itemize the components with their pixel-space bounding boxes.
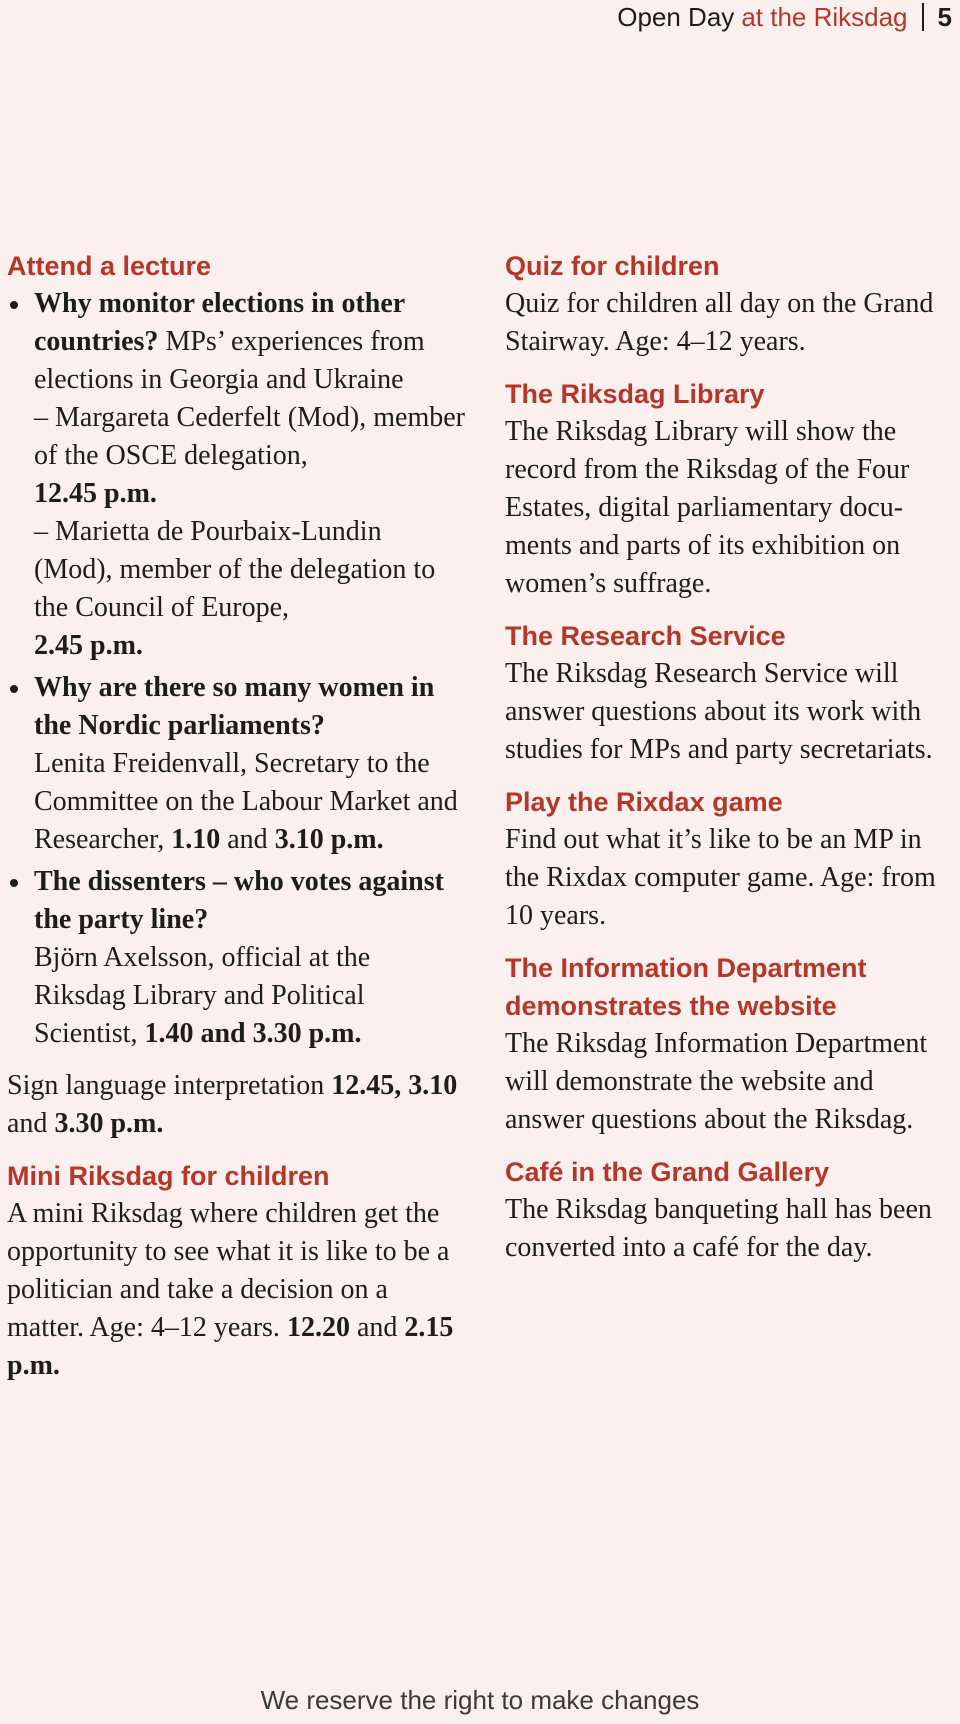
lecture-speaker: Lenita Freidenvall, Secretary to the Committee on the Labour Market and Researcher, (34, 748, 458, 855)
lecture-intro: MPs’ experiences from elections in Georgia and Ukraine (34, 326, 425, 395)
sign-language-text: Sign language interpretation (7, 1070, 332, 1101)
lecture-time: 1.40 and 3.30 p.m. (144, 1018, 362, 1049)
lecture-speaker: – Marietta de Pourbaix-Lundin (Mod), member of the delegation to the Council of Europe, (34, 516, 436, 623)
lecture-item (7, 285, 467, 665)
mini-riksdag-text (7, 1195, 467, 1385)
lecture-title: The dissenters – who votes against the party line? (34, 866, 444, 935)
library-heading: The Riksdag Library (505, 379, 765, 409)
rixdax-text: Find out what it’s like to be an MP in the Rixdax computer game. Age: from 10 years. (505, 824, 936, 931)
lecture-time: 3.10 p.m. (274, 824, 384, 855)
library-text: The Riksdag Library will show the record from the Riksdag of the Four Estates, digital parliamentary documents and parts of its exhibition on women’s suffrage. (505, 416, 910, 599)
sign-language-time: 12.45, 3.10 (331, 1070, 458, 1101)
lecture-title: Why are there so many women in the Nordic parliaments? (34, 672, 435, 741)
mini-riksdag-description: A mini Riksdag where children get the opportunity to see what it is like to be a politician and take a decision on a matter. Age: 4–12 years. (7, 1198, 450, 1343)
lecture-time: 12.45 p.m. (34, 478, 157, 509)
sign-language-note (7, 1067, 467, 1143)
page-number: 5 (937, 1, 952, 32)
lecture-heading: Attend a lecture (7, 251, 212, 281)
lecture-speaker: – Margareta Cederfelt (Mod), member of the OSCE delegation, (34, 402, 465, 471)
lecture-time: 2.45 p.m. (34, 630, 143, 661)
rixdax-heading: Play the Rixdax game (505, 787, 783, 817)
footer-note: We reserve the right to make changes (260, 1685, 700, 1715)
quiz-heading: Quiz for children (505, 251, 720, 281)
cafe-text: The Riksdag banqueting hall has been converted into a café for the day. (505, 1194, 932, 1263)
lecture-time: 1.10 (171, 824, 221, 855)
header-title: Open Day (617, 1, 735, 32)
cafe-heading: Café in the Grand Gallery (505, 1157, 830, 1187)
info-department-heading: The Information Department demonstrates the website (505, 953, 867, 1021)
research-text: The Riksdag Research Service will answer questions about its work with studies for MPs and party secretariats. (505, 658, 933, 765)
right-column (505, 247, 957, 1267)
info-department-text: The Riksdag Information Department will demonstrate the website and answer questions about the Riksdag. (505, 1028, 928, 1135)
sign-language-conjunction: and (7, 1108, 55, 1139)
mini-riksdag-time: 2.15 p.m. (7, 1312, 454, 1381)
lecture-title: Why monitor elections in other countries? (34, 288, 405, 357)
mini-riksdag-conjunction: and (349, 1312, 405, 1343)
left-column (7, 247, 467, 1385)
page-header (617, 0, 952, 34)
sign-language-time: 3.30 p.m. (54, 1108, 164, 1139)
header-divider (922, 3, 924, 31)
mini-riksdag-time: 12.20 (286, 1312, 350, 1343)
lecture-item (7, 863, 467, 1053)
lecture-item (7, 669, 467, 859)
header-title-accent: at the Riksdag (741, 1, 908, 32)
lecture-conjunction: and (220, 824, 275, 855)
lecture-list (7, 285, 467, 1053)
research-heading: The Research Service (505, 621, 786, 651)
quiz-text: Quiz for children all day on the Grand Stairway. Age: 4–12 years. (505, 288, 934, 357)
lecture-speaker: Björn Axelsson, official at the Riksdag Library and Political Scientist, (34, 942, 371, 1049)
mini-riksdag-heading: Mini Riksdag for children (7, 1161, 330, 1191)
